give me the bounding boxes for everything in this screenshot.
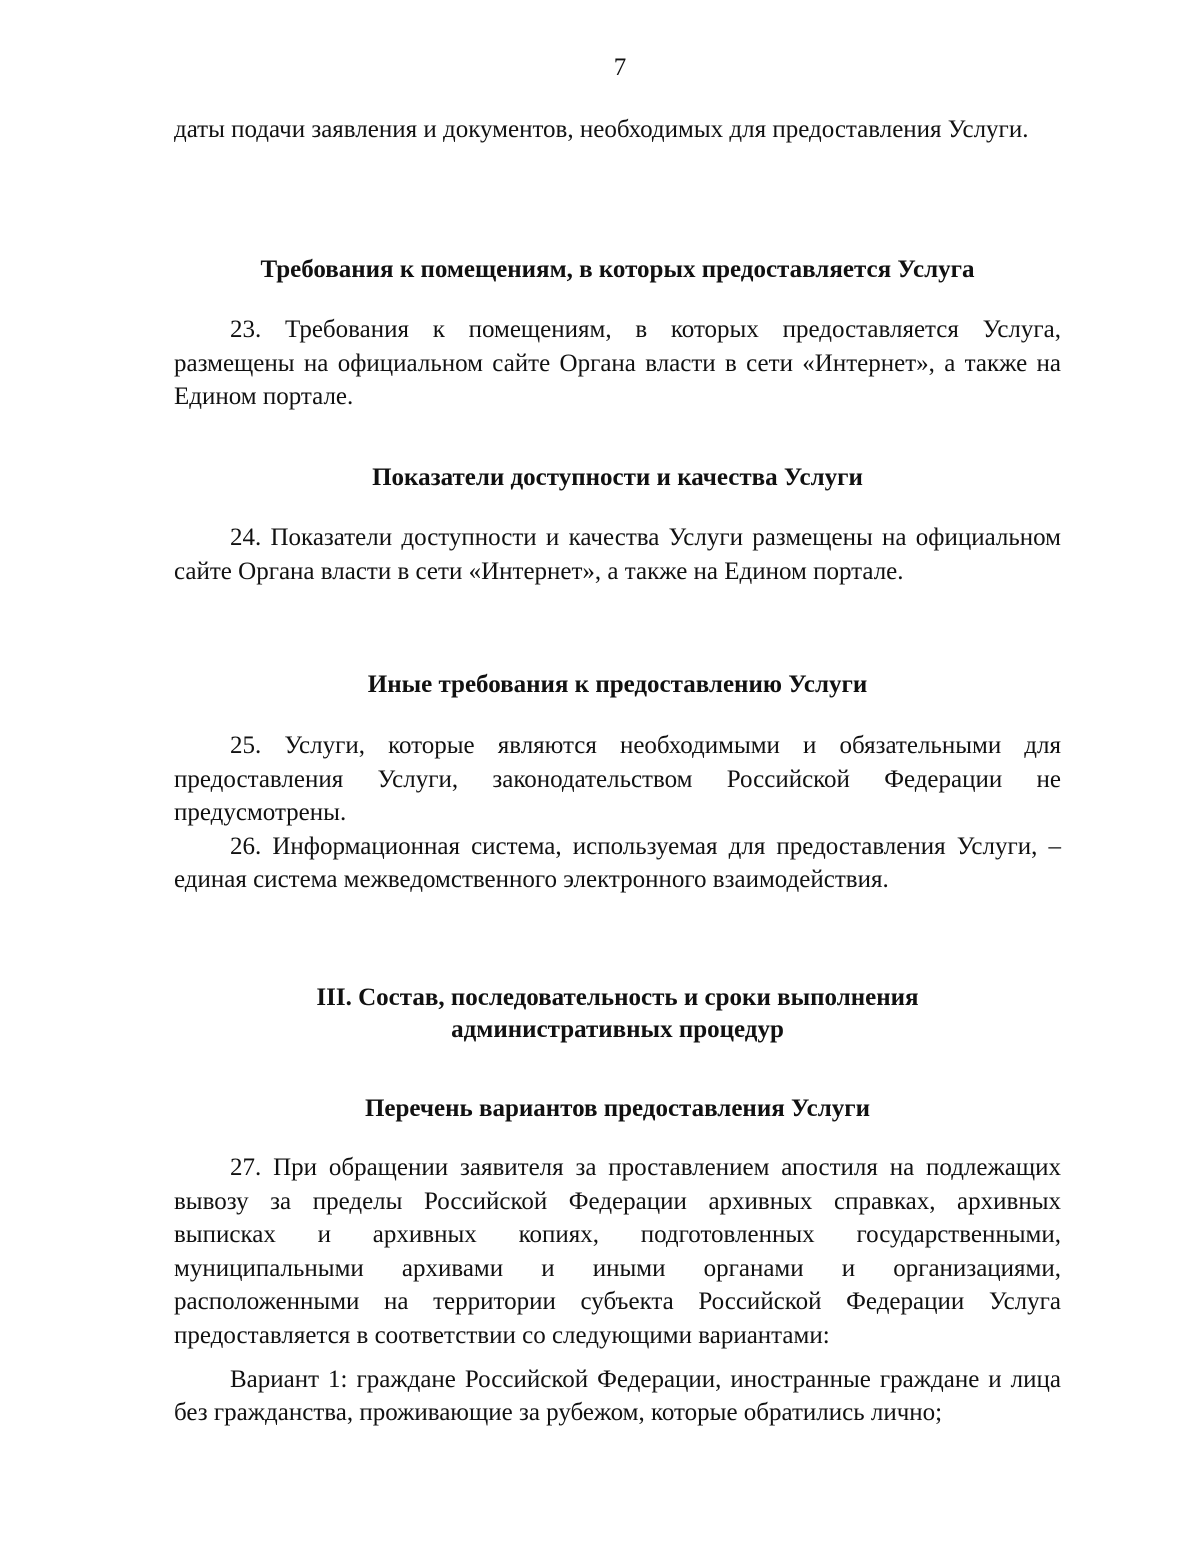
heading-accessibility: Показатели доступности и качества Услуги (372, 464, 863, 491)
paragraph-23: 23. Требования к помещениям, в которых предоставляется Услуга, размещены на официальном сайте Органа власти в сети «Интернет», а также на Едином портале. (174, 316, 1061, 411)
section-other-body (174, 729, 1061, 897)
paragraph-27: 27. При обращении заявителя за проставлением апостиля на подлежащих вывозу за пределы Российской Федерации архивных справках, архивных выписках и архивных копиях, подготовленных государственными, муниципальными архивами и иными органами и организациями, расположенными на территории субъекта Российской Федерации Услуга предоставляется в соответствии со следующими вариантами: (174, 1154, 1061, 1349)
paragraph-24: 24. Показатели доступности и качества Услуги размещены на официальном сайте Органа власти в сети «Интернет», а также на Едином портале. (174, 524, 1061, 585)
heading-premises: Требования к помещениям, в которых предоставляется Услуга (260, 256, 975, 283)
chapter-three-line-1: III. Состав, последовательность и сроки выполнения (316, 984, 919, 1011)
page-number: 7 (613, 54, 627, 81)
continuation-paragraph: даты подачи заявления и документов, необходимых для предоставления Услуги. (174, 116, 1029, 143)
section-premises-body (174, 313, 1061, 414)
section-variants-body (174, 1151, 1061, 1430)
chapter-three-line-2: административных процедур (451, 1016, 784, 1043)
paragraph-25: 25. Услуги, которые являются необходимыми и обязательными для предоставления Услуги, законодательством Российской Федерации не предусмотрены. (174, 732, 1061, 827)
paragraph-26: 26. Информационная система, используемая для предоставления Услуги, – единая система межведомственного электронного взаимодействия. (174, 832, 1061, 894)
paragraph-variant-1: Вариант 1: граждане Российской Федерации, иностранные граждане и лица без гражданства, проживающие за рубежом, которые обратились лично; (174, 1365, 1061, 1427)
heading-chapter-three (174, 982, 1061, 1046)
continuation-text (174, 113, 1061, 147)
heading-variants: Перечень вариантов предоставления Услуги (364, 1095, 871, 1122)
section-accessibility-body (174, 521, 1061, 588)
heading-other-requirements: Иные требования к предоставлению Услуги (367, 671, 868, 698)
